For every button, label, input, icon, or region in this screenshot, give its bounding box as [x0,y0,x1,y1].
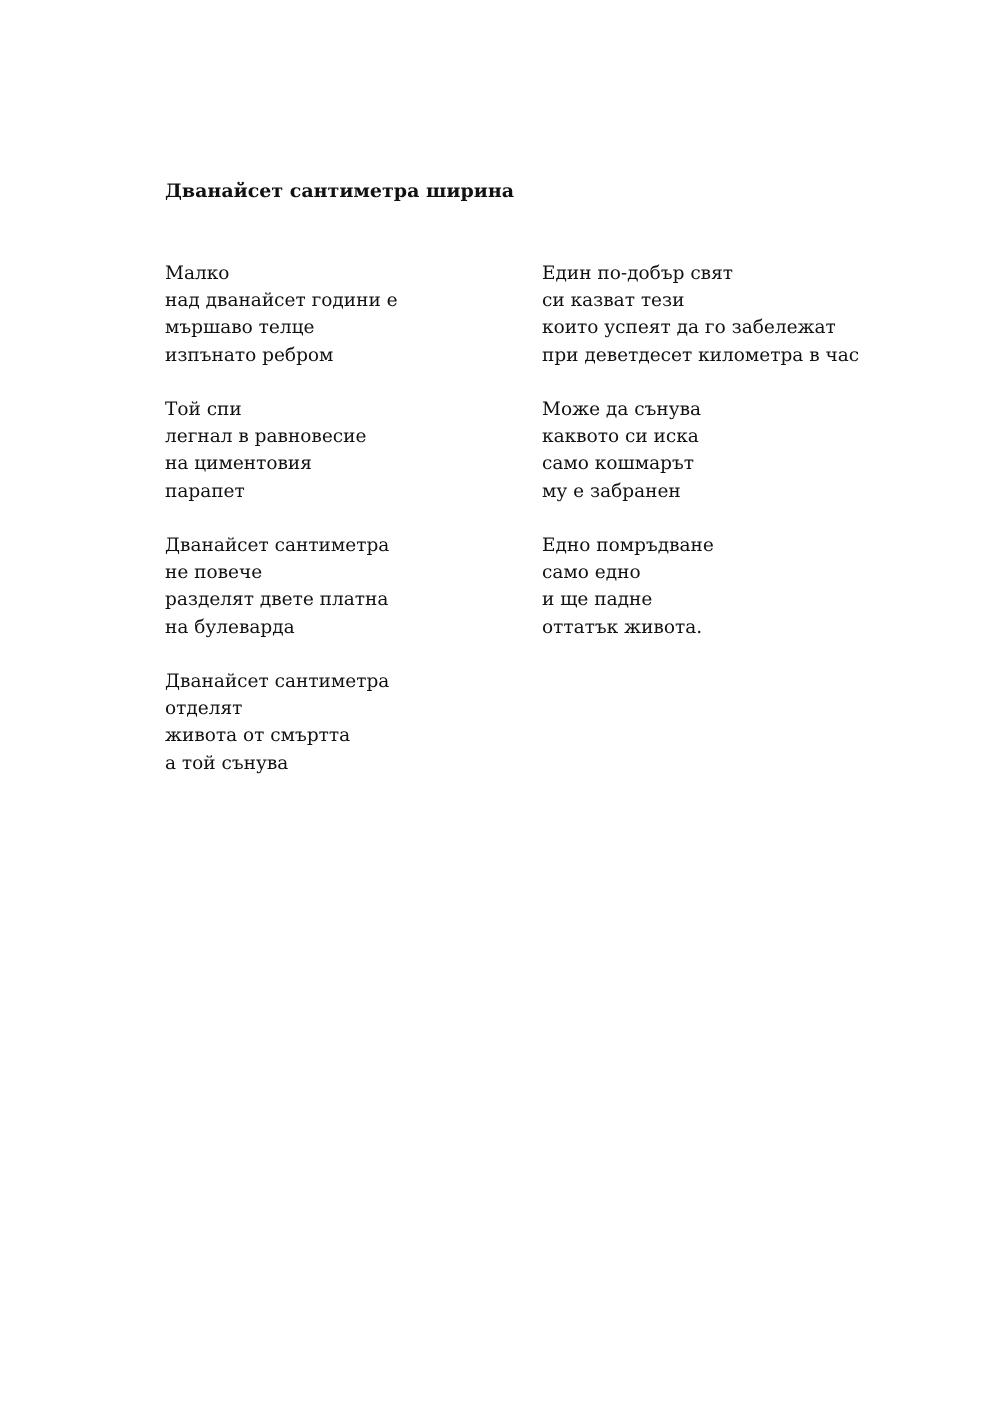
poem-line: Може да сънува [542,399,702,420]
poem-line: на булеварда [165,616,295,638]
poem-line: Едно помръдване [542,535,714,556]
poem-line: и ще падне [542,589,653,611]
poem-line: си казват тези [542,290,685,312]
poem-line: му е забранен [542,480,681,502]
poem-line: не повече [165,562,263,584]
poem-line: каквото си иска [542,426,699,448]
poem-line: мършаво телце [165,317,315,339]
stanza [165,396,398,505]
poem-line: само кошмарът [542,453,694,475]
poem-line: оттатък живота. [542,616,703,638]
poem-left-column [165,260,398,804]
poem-line: разделят двете платна [165,589,389,611]
poem-line: при деветдесет километра в час [542,344,860,366]
poem-line: парапет [165,480,245,502]
poem-line: които успеят да го забележат [542,317,836,339]
stanza [165,668,398,777]
stanza [542,260,859,369]
poem-line: на циментовия [165,453,312,475]
stanza [542,532,859,641]
poem-line: Малко [165,263,230,284]
poem-line: само едно [542,562,641,584]
poem-line: Той спи [165,399,242,420]
poem-line: живота от смъртта [165,725,351,747]
poem-title: Дванайсет сантиметра ширина [165,180,515,202]
stanza [165,532,398,641]
poem-line: над дванайсет години е [165,290,398,312]
poem-line: изпънато ребром [165,344,334,366]
poem-line: отделят [165,698,243,720]
poem-right-column [542,260,859,668]
stanza [165,260,398,369]
stanza [542,396,859,505]
poem-line: Един по-добър свят [542,263,733,284]
poem-line: Дванайсет сантиметра [165,671,390,692]
poem-line: а той сънува [165,752,289,774]
poem-line: легнал в равновесие [165,426,367,448]
poem-line: Дванайсет сантиметра [165,535,390,556]
